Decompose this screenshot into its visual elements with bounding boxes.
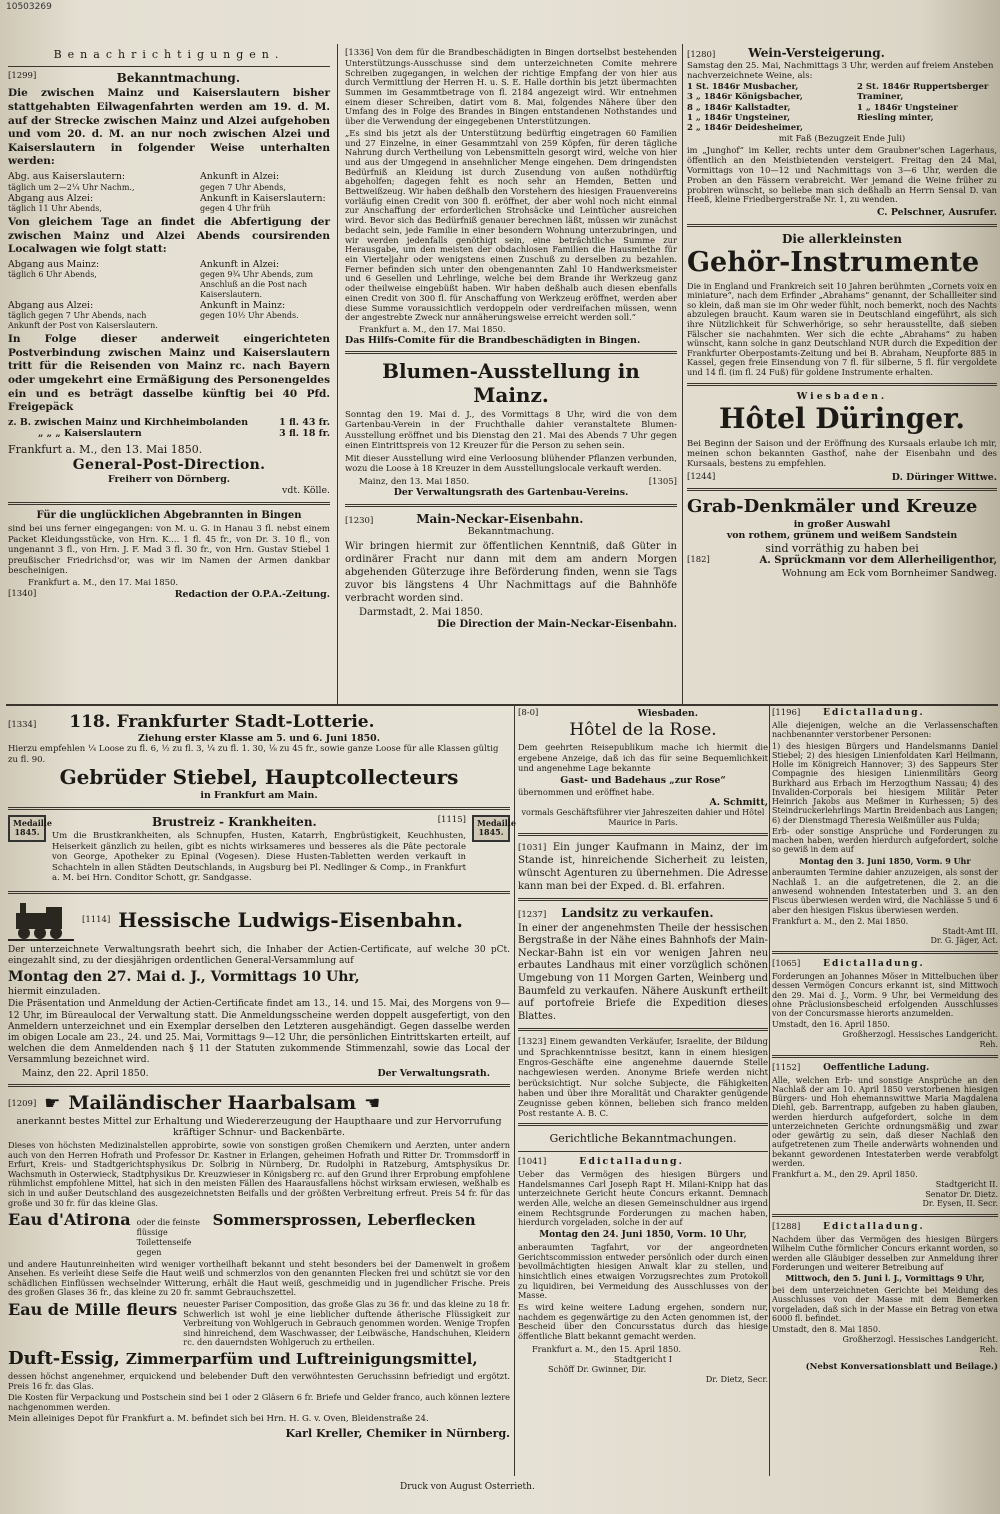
signature: D. Düringer Wittwe.	[891, 471, 997, 483]
notice-body: Samstag den 25. Mai, Nachmittags 3 Uhr, werden auf freiem Ansteben nachverzeichnete Weine, als:	[687, 60, 994, 82]
signature: Schöff Dr. Gwinner, Dir.	[548, 1363, 647, 1374]
timetable-time: gegen 9¾ Uhr Abends, zum Anschluß an die Post nach Kaiserslautern.	[200, 270, 314, 300]
ref-number: [1323]	[518, 1037, 547, 1048]
notice-date: Frankfurt a. M., den 2. Mai 1850.	[772, 916, 909, 926]
signature: Dr. Dietz, Secr.	[705, 1373, 768, 1384]
timetable-time: täglich gegen 7 Uhr Abends, nach Ankunft der Post von Kaiserslautern.	[8, 311, 158, 331]
timetable-label: Abgang aus Mainz:	[8, 258, 100, 270]
notice-body: Die Kosten für Verpackung und Postschein sind bei 1 oder 2 Gläsern 6 fr. Briefe und Gelder franco, auch können leztere nachgenommen werden.	[8, 1392, 510, 1412]
timetable-label: Ankunft in Kaiserslautern:	[200, 192, 326, 204]
wine-item: 1 „ 1846r Ungsteiner Riesling minter,	[857, 102, 958, 124]
notice-title: Edictalladung.	[579, 1156, 684, 1168]
notice-1115	[8, 814, 516, 886]
notice-body: anberaumten Tagfahrt, vor der angeordneten Gerichtscommission entweder persönlich oder durch einen bevollmächtigten hiesigen Anwalt klar zu stellen, und hinsichtlich eines etwaigen Vorzugsrechtes zum Protokoll zu liquidiren, bei Vermeidung des Ausschlusses von der Masse.	[518, 1242, 768, 1301]
ref-number: [1041]	[518, 1157, 547, 1168]
notice-body: anberaumten Termine dahier anzuzeigen, als sonst der Nachlaß 1. an die aufgetretenen, die 2. an die anwesend wohnenden Intestaterben und 3. an den Fiscus überwiesen werden wird, die Nachlässe 5 und 6 aber den hiesigen Fiskus überwiesen werden.	[772, 868, 998, 915]
notice-date: Darmstadt, 2. Mai 1850.	[359, 606, 484, 618]
notice-1152	[772, 1063, 998, 1210]
signature: C. Pelschner, Ausrufer.	[877, 207, 997, 219]
signature-note: vormals Geschäftsführer vier Jahreszeiten dahier und Hôtel Maurice in Paris.	[521, 808, 765, 828]
court-name: Stadtgericht I	[614, 1353, 672, 1364]
notice-1336	[345, 48, 677, 346]
signature: Karl Kreller, Chemiker in Nürnberg.	[285, 1426, 510, 1440]
notice-title: Mailändischer Haarbalsam	[68, 1092, 357, 1115]
notice-title: Hessische Ludwigs-Eisenbahn.	[118, 908, 463, 933]
notice-body: dessen höchst angenehmer, erquickend und belebender Duft den verwöhntesten Geruchssinn befriedigt und ergötzt. Preis 16 fr. das Glas.	[8, 1371, 510, 1391]
medal-seal: Medaille 1845.	[8, 815, 46, 843]
column-rule	[682, 44, 683, 704]
notice-title: Blumen-Ausstellung in Mainz.	[382, 358, 640, 408]
hearing-date: Montag den 3. Juni 1850, Vorm. 9 Uhr	[799, 855, 971, 866]
lower-middle-column	[518, 708, 768, 1384]
signature: Der Verwaltungsrath des Gartenbau-Vereins.	[393, 487, 629, 499]
signature: Das Hilfs-Comite für die Brandbeschädigten in Bingen.	[345, 334, 641, 346]
court-name: Großherzogl. Hessisches Landgericht.	[842, 1334, 998, 1344]
notice-title: Hôtel de la Rose.	[569, 719, 717, 740]
notice-body: Einem gewandten Verkäufer, Israelite, der Bildung und Sprachkenntnisse besitzt, kann in einem hiesigen Engros-Geschäfte eine angenehme dauernde Stelle nachgewiesen werden. Anonyme Briefe werden nicht berücksichtigt. Nur solche Subjecte, die Fähigkeiten haben und über ihre Moralität und Charakter genügende Zeugnisse geben können, belieben sich franco melden Post restante A. B. C.	[518, 1036, 768, 1118]
product-name: Sommersprossen, Leberflecken	[212, 1211, 476, 1230]
ref-number: [1031]	[518, 843, 547, 854]
firm-city: in Frankfurt am Main.	[200, 789, 318, 801]
timetable-time: gegen 4 Uhr früh	[200, 204, 271, 214]
notice-1114	[8, 899, 510, 1080]
fare-price: 1 fl. 43 fr.	[279, 416, 330, 428]
notice-title: Landsitz zu verkaufen.	[561, 906, 714, 921]
notice-1340	[8, 510, 330, 601]
section-header: Benachrichtigungen.	[53, 48, 285, 61]
notice-line: sind vorräthig zu haben bei	[765, 541, 919, 555]
wine-item: 1 „ 1846r Ungsteiner,	[687, 113, 791, 124]
fare-route: „ „ „ Kaiserslautern	[38, 428, 142, 440]
notice-date: Frankfurt a. M., den 15. April 1850.	[532, 1343, 682, 1354]
notice-body: Von dem für die Brandbeschädigten in Bingen dortselbst bestehenden Unterstützungs-Ausschusse sind dem unterzeichneten Comite mehrere Schreiben zugegangen, in welchen der richtige Empfang der von hier aus durch Vermittlung der Herren H. u. S. E. Halle dorthin bis jetzt übermachten Summen im Gesammtbetrage von fl. 2184 angezeigt wird. Wir entnehmen einem dieser Schreiben, datirt vom 8. Mai, folgendes Nähere über den Umfang des in Folge des Brandes in Bingen entstandenen Nothstandes und über die Verwendung der eingegebenen Unterstützungen.	[345, 47, 678, 127]
timetable-label: Abgang aus Alzei:	[8, 192, 94, 204]
notice-1299	[8, 71, 330, 497]
notice-date: Umstadt, den 8. Mai 1850.	[772, 1325, 881, 1335]
signature: Wohnung am Eck vom Bornheimer Sandweg.	[782, 567, 997, 579]
notice-title: Brustreiz - Krankheiten.	[152, 814, 317, 829]
notice-title: Oeffentliche Ladung.	[823, 1062, 930, 1073]
lower-right-column	[772, 708, 998, 1373]
ref-number: [1209]	[8, 1098, 37, 1109]
notice-date: Mainz, den 22. April 1850.	[22, 1067, 149, 1079]
notice-body: Dieses von höchsten Medizinalstellen approbirte, sowie von sonstigen großen Chemikern und Aerzten, unter andern auch von den Herren Hofrath und Professor Dr. Kastner in Erlangen, geheimen Hofrath und Ritter Dr. Trommsdorff in Erfurt, Kreis- und Stadtgerichtsphysikus Dr. Solbrig in Nürnberg, Dr. Rudolphi in Ratzeburg, Amtsphysikus Dr. Wachsmuth in Osterwieck, Stadtphysikus Dr. Kreuzwieser in Königsberg rc. auf den Grund ihrer Erprobung empfohlene rühmlichst empfohlene Mittel, hat sich in den meisten Fällen des Haarausfallens höchst wirksam erwiesen, weßhalb es sich in und außer Deutschland des ausgezeichnetsten Beifalls und der größten Verbreitung erfreut. Preis 54 fr. für das große und 30 fr. für das kleine Glas.	[8, 1140, 510, 1208]
hearing-date: Mittwoch, den 5. Juni l. J., Vormittags 9 Uhr,	[785, 1273, 985, 1284]
notice-body: Forderungen an Johannes Möser in Mittelbuchen über dessen Vermögen Concurs erkannt ist, sind Mittwoch den 29. Mai d. J., Vorm. 9 Uhr, bei Vermeidung des ohne Präclusionsbescheid erfolgenden Ausschlusses von der Concursmasse hierorts anzumelden.	[772, 971, 998, 1019]
timetable-time: gegen 7 Uhr Abends,	[200, 182, 286, 192]
signature: Die Direction der Main-Neckar-Eisenbahn.	[437, 619, 677, 631]
signature: Senator Dr. Dietz.	[925, 1189, 998, 1199]
notice-pretitle: Wiesbaden.	[637, 708, 698, 719]
notice-body: Wir bringen hiermit zur öffentlichen Kenntniß, daß Güter in ordinärer Fracht nur dann mit dem am andern Morgen abgehenden Güterzuge ihre Beförderung finden, wenn sie Tags zuvor bis längstens 4 Uhr Nachmittags auf die Bahnhöfe verbracht worden sind.	[345, 540, 677, 604]
scan-id: 10503269	[6, 2, 52, 12]
column-3	[687, 46, 997, 579]
notice-body: und andere Hautunreinheiten wird weniger vortheilhaft bekannt und steht besonders bei der Damenwelt in großem Ansehen. Es verleiht diese Seife die Haut weiß und schmerzlos von den genannten Flecken frei und schützt sie vor den schädlichen Einflüssen wechselnder Witterung, erhält die Haut weiß, geschmeidig und in jugendlicher Frische. Preis des großen Glases 36 fr., das kleine zu 20 fr. sammt Gebrauchszettel.	[8, 1258, 510, 1298]
notice-body: übernommen und eröffnet habe.	[518, 786, 655, 797]
notice-1288	[772, 1222, 998, 1354]
notice-note: mit Faß (Bezugzeit Ende Juli)	[778, 133, 906, 144]
notice-1305	[345, 359, 677, 499]
wine-item: 2 St. 1846r Ruppertsberger Traminer,	[857, 81, 989, 103]
notice-date: Frankfurt a. M., den 17. Mai 1850.	[28, 578, 179, 589]
timetable-time: täglich 11 Uhr Abends,	[8, 204, 102, 214]
ref-number: [1288]	[772, 1222, 801, 1233]
notice-body: Bei Beginn der Saison und der Eröffnung des Kursaals erlaube ich mir, meinen schon bekannten Gasthof, nahe der Eisenbahn und des Kursaals, bestens zu empfehlen.	[687, 438, 997, 470]
notice-body: Die in England und Frankreich seit 10 Jahren berühmten „Cornets voix en miniature“, nach dem Erfinder „Abrahams“ genannt, der Schallleiter sind so klein, daß man sie im Ohr weder fühlt, noch bemerkt, noch des Nachts abzulegen braucht. Kaum waren sie in Deutschland eingeführt, als sich ihre Nützlichkeit für Schwerhörige, so sehr herausstellte, daß sieben Fälscher sie nachahmten. Wer sich die echte „Abrahams“ zu haben wünscht, kann solche in ganz Deutschland NUR durch die Expedition der Frankfurter Oberpostamts-Zeitung und bei B. Abraham, Neupforte 885 in Kassel, gegen freie Einsendung von 7 fl. für silberne, 5 fl. für vergoldete und 14 fl. (im fl. 24 Fuß) für goldene Instrumente erhalten.	[687, 280, 997, 377]
column-2	[345, 46, 677, 632]
wine-item: 3 „ 1846r Königsbacher,	[687, 92, 803, 103]
ref-number: [1237]	[518, 910, 547, 921]
ref-number: [1299]	[8, 70, 37, 81]
notice-1209	[8, 1092, 510, 1440]
notice-title: Hôtel Düringer.	[719, 402, 965, 436]
notice-gehoer	[687, 232, 997, 378]
timetable-time: täglich um 2—2¼ Uhr Nachm.,	[8, 182, 135, 192]
signature: Freiherr von Dörnberg.	[107, 473, 231, 485]
product-name: Eau de Mille fleurs	[8, 1299, 178, 1319]
notice-date: Frankfurt a. M., den 17. Mai 1850.	[359, 323, 506, 334]
ref-number: [1196]	[772, 708, 801, 718]
notice-body: bei dem unterzeichneten Gerichte bei Meidung des Ausschlusses von der Masse mit dem Bemerken vorgeladen, daß sich in der Masse ein Betrag von etwa 6000 fl. befindet.	[772, 1285, 998, 1323]
timetable-label: Ankunft in Alzei:	[200, 171, 280, 183]
timetable-time: täglich 6 Uhr Abends,	[8, 270, 97, 280]
notice-pretitle: Die allerkleinsten	[781, 231, 903, 246]
court-name: Stadtgericht II.	[935, 1179, 998, 1189]
court-name: Großherzogl. Hessisches Landgericht.	[842, 1030, 998, 1040]
notice-title: Für die unglücklichen Abgebrannten in Bingen	[36, 509, 302, 521]
notice-1334	[8, 712, 510, 802]
ref-number: [1340]	[8, 588, 37, 599]
notice-title: Wein-Versteigerung.	[748, 46, 885, 60]
notice-title: Gehör-Instrumente	[687, 247, 980, 279]
ref-number: [1115]	[437, 814, 466, 825]
notice-title: Grab-Denkmäler und Kreuze	[687, 496, 978, 518]
pointing-hand-icon: ☚	[364, 1093, 381, 1114]
notice-title: Edictalladung.	[823, 1222, 925, 1233]
notice-body: Dem geehrten Reisepublikum mache ich hiermit die ergebene Anzeige, daß ich das für seine Bequemlichkeit und angenehme Lage bekannte	[518, 742, 768, 773]
notice-gericht	[518, 1132, 768, 1384]
notice-body: Ein junger Kaufmann in Mainz, der im Stande ist, hinreichende Sicherheit zu leisten, wünscht Agenturen zu übernehmen. Die Adresse kann man bei der Exped. d. Bl. erfahren.	[518, 842, 768, 893]
ref-number: [1065]	[772, 959, 801, 970]
firm-name: Gebrüder Stiebel, Hauptcollecteurs	[59, 765, 459, 790]
notice-body: In Folge dieser anderweit eingerichteten Postverbindung zwischen Mainz und Kaiserslautern tritt für die Reisenden von Mainz rc. nach Bayern oder umgekehrt eine Ermäßigung des Personengeldes ein und es beträgt dasselbe künftig bei 40 Pfd. Freigepäck	[8, 333, 330, 414]
notice-line: hiermit einzuladen.	[8, 985, 101, 997]
column-rule	[337, 44, 338, 704]
timetable-label: Abgang aus Alzei:	[8, 299, 94, 311]
notice-body: Es wird keine weitere Ladung ergehen, sondern nur, nachdem es gegenwärtige zu den Acten genommen ist, der Bescheid über den Concursstatus durch das hiesige öffentliche Blatt bekannt gemacht werden.	[518, 1302, 768, 1342]
notice-1280	[687, 46, 997, 219]
ref-number: [8-0]	[518, 708, 539, 718]
notice-body: Alle, welchen Erb- und sonstige Ansprüche an den Nachlaß der am 10. April 1850 verstorbenen hiesigen Bürgers- und Hoh ehemannswittwe Maria Magdalena Diehl, geb. Barrentrapp, aufgeben zu haben glauben, werden hierdurch aufgefordert, solche in dem unterzeichneten Gerichte ordnungsmäßig und zwar oder gewärtig zu sein, daß dieser Nachlaß den aufgetretenen zum Theile anderwärts wohnenden und bekannt gewordenen Intestaterben werde verabfolgt werden.	[772, 1075, 998, 1168]
product-name: Eau d'Atirona	[8, 1210, 131, 1230]
notice-quote: „Es sind bis jetzt als der Unterstützung bedürftig eingetragen 60 Familien und 27 Einzelne, in einer Gesammtzahl von 259 Köpfen, für deren tägliche Nahrung durch Vertheilung von Lebensmitteln gesorgt wird, welche von hier und aus der Umgegend in ansehnlicher Menge eingehen. Dem dringendsten Bedürfniß an Kleidung ist durch Zusendung von außen nothdürftig abgeholfen; dagegen fehlt es noch sehr an Hemden, Betten und Bettweißzeug. Wir haben deßhalb den Vorstehern des hiesigen Frauenvereins vorläufig einen Credit von 300 fl. eröffnet, der aber wohl noch nicht einmal zur Anschaffung der erforderlichen Strohsäcke und Leintücher ausreichen wird. Bevor sich das Bedürfniß genauer berechnen läßt, müssen wir zunächst bedacht sein, jede Familie in einer besondern Wohnung unterzubringen, und wir werden jedenfalls genöthigt sein, eine beträchtliche Summe zur Herausgabe, um den meisten der obdachlosen Familien die Hausmiethe für ein Vierteljahr oder wenigstens einen Zuschuß zu derselben zu bezahlen. Ferner befinden sich unter den obengenannten Zahl 10 Handwerksmeister und 6 Gesellen und Lehrlinge, welche bei dem Brande ihr Werkzeug ganz oder theilweise eingebüßt haben. Wir haben deßhalb auch diesen ebenfalls einen Credit von 300 fl. für Anschaffung von Werkzeug eröffnet, werden aber diese Summe voraussichtlich verdoppeln oder verdreifachen müssen, wenn der angestrebte Zweck nur annäherungsweise erreicht werden soll.“	[345, 127, 677, 323]
locomotive-icon	[8, 899, 74, 943]
signature: A. Schmitt,	[709, 796, 768, 808]
notice-date: Mainz, den 13. Mai 1850.	[359, 476, 470, 487]
ref-number: [1114]	[82, 915, 111, 926]
notice-1244	[687, 391, 997, 484]
horizontal-rule	[6, 704, 998, 706]
notice-title: Edictalladung.	[823, 708, 925, 718]
timetable-label: Abg. aus Kaiserslautern:	[8, 171, 126, 183]
signature: Redaction der O.P.A.-Zeitung.	[174, 588, 330, 600]
ref-number: [1305]	[648, 476, 677, 487]
notice-body: Hierzu empfehlen ¼ Loose zu fl. 6, ½ zu fl. 3, ¼ zu fl. 1. 30, ⅛ zu 45 fr., sowie ganze Loose für alle Klassen gültig zu fl. 90.	[8, 744, 499, 765]
notice-body: In einer der angenehmsten Theile der hessischen Bergstraße in der Nähe eines Bahnhofs der Main-Neckar-Bahn ist ein vor wenigen Jahren neu erbautes Landhaus mit einer vorzüglich schönen Umgebung von 11 Morgen Garten, Weinberg und Baumfeld zu verkaufen. Nähere Auskunft ertheilt auf portofreie Briefe die Expedition dieses Blattes.	[518, 922, 768, 1022]
signature: General-Post-Direction.	[72, 456, 266, 473]
signature: vdt. Kölle.	[282, 485, 330, 497]
product-name: Duft-Essig,	[8, 1347, 120, 1369]
notice-highlight: Gast- und Badehaus „zur Rose“	[560, 775, 726, 787]
notice-line: von rothem, grünem und weißem Sandstein	[726, 530, 958, 542]
fare-route: z. B. zwischen Mainz und Kirchheimbolanden	[8, 416, 249, 428]
notice-1196	[772, 708, 998, 946]
notice-title: Bekanntmachung.	[116, 70, 240, 85]
ref-number: [1152]	[772, 1062, 801, 1073]
timetable-time: gegen 10½ Uhr Abends.	[200, 311, 299, 321]
timetable-label: Ankunft in Mainz:	[200, 299, 286, 311]
notice-body: Die zwischen Mainz und Kaiserslautern bisher stattgehabten Eilwagenfahrten werden am 19. d. M. auf der Strecke zwischen Mainz und Alzei aufgehoben und vom 20. d. M. an nur noch zwischen Alzei und Kaiserslautern in folgender Weise unterhalten werden:	[8, 87, 330, 168]
signature: Dr. G. Jäger, Act.	[930, 936, 998, 946]
notice-1237	[518, 906, 768, 1023]
notice-date: Umstadt, den 16. April 1850.	[772, 1020, 890, 1030]
ref-number: [1336]	[345, 48, 374, 58]
notice-list: 1) des hiesigen Bürgers und Handelsmanns Daniel Stiebel; 2) des hiesigen Linienfoldaten Karl Heilmann, Holle im Königreich Hannover; 3) des Sappeurs Ster Compagnie des hiesigen Linienmilitärs Georg Burkhard aus Erbach im Herzogthum Nassau; 4) des Invaliden-Corporals bei hiesigem Militär Peter Heinrich Jakobs aus Meßmer in Kurhessen; 5) des Steindruckerlehrlings Martin Breidenbach aus Langen; 6) der Dienstmagd Theresia Weißmüller aus Fulda;	[772, 741, 998, 825]
lower-left-block	[8, 712, 516, 1440]
pointing-hand-icon: ☛	[44, 1093, 61, 1114]
printer-footer: Druck von August Osterrieth.	[400, 1482, 535, 1492]
notice-body: Ueber das Vermögen des hiesigen Bürgers und Handelsmannes Carl Joseph Rapt H. Milani-Knipp hat das unterzeichnete Gericht heute Concurs erkannt. Demnach werden Alle, welche an diesen Gemeinschuldner aus irgend einem Rechtsgrunde Forderungen zu machen haben, hierdurch vorgeladen, solche in der auf	[518, 1168, 768, 1228]
notice-pretitle: Wiesbaden.	[796, 390, 888, 402]
notice-subtitle: Bekanntmachung.	[467, 526, 555, 538]
product-note: oder die feinste flüssige Toilettenseife gegen	[136, 1218, 201, 1257]
notice-182	[687, 496, 997, 579]
notice-body: Nachdem über das Vermögen des hiesigen Bürgers Wilhelm Cuthe förmlicher Concurs erkannt worden, so werden alle Gläubiger desselben zur Anmeldung ihrer Forderungen und weiterer Betreibung auf	[772, 1235, 998, 1272]
ref-number: [1230]	[345, 515, 374, 526]
timetable-label: Ankunft in Alzei:	[200, 258, 280, 270]
hearing-date: Montag den 24. Juni 1850, Vorm. 10 Uhr,	[539, 1229, 747, 1240]
wine-item: 8 „ 1846r Kallstadter,	[687, 102, 791, 113]
medal-seal: Medaille 1845.	[472, 815, 510, 843]
notice-title: 118. Frankfurter Stadt-Lotterie.	[69, 712, 375, 732]
ref-number: [1280]	[687, 50, 716, 60]
notice-1323	[518, 1036, 768, 1118]
notice-title: Edictalladung.	[823, 959, 925, 970]
wine-item: 2 „ 1846r Deidesheimer,	[687, 123, 803, 134]
notice-body: Alle diejenigen, welche an die Verlassenschaften nachbenannter verstorbener Personen:	[772, 720, 998, 740]
notice-1031	[518, 841, 768, 893]
signature: Reh.	[979, 1039, 998, 1049]
meeting-date: Montag den 27. Mai d. J., Vormittags 10 Uhr,	[8, 968, 360, 985]
notice-lead: anerkannt bestes Mittel zur Erhaltung und Wiedererzeugung der Haupthaare und zur Hervorrufung kräftiger Schnur- und Backenbärte.	[16, 1115, 502, 1139]
fare-price: 3 fl. 18 fr.	[279, 428, 330, 440]
signature: Dr. Eysen, II. Secr.	[922, 1199, 998, 1209]
notice-rose	[518, 708, 768, 828]
ref-number: [1244]	[687, 471, 716, 482]
column-rule	[769, 706, 770, 1476]
notice-1230	[345, 512, 677, 632]
court-name: Stadt-Amt III.	[942, 926, 998, 936]
notice-date: Frankfurt a. M., den 29. April 1850.	[772, 1170, 918, 1180]
notice-1065	[772, 959, 998, 1050]
notice-body: sind bei uns ferner eingegangen: von M. u. G. in Hanau 3 fl. nebst einem Packet Kleidungsstücke, von Hrn. K.... 1 fl. 45 fr., von Dr. 3. 10 fl., von ungenannt 3 fl., von Hrn. J. F. Mad 3 fl. 30 fr., von Hrn. Gustav Stiebel 1 preußischer Friedrichsd'or, was wir im Namen der Armen dankbar bescheinigen.	[8, 524, 330, 577]
notice-body: Sonntag den 19. Mai d. J., des Vormittags 8 Uhr, wird die von dem Gartenbau-Verein in der Fruchthalle dahier veranstaltete Blumen-Ausstellung eröffnet und bis Dienstag den 21. Mai des Abends 7 Uhr gegen einen Eintrittspreis von 12 Kreuzer für die Person zu sehen sein.	[345, 409, 677, 452]
supplement-note: (Nebst Konversationsblatt und Beilage.)	[805, 1362, 998, 1373]
notice-body: im „Junghof“ im Keller, rechts unter dem Graubner'schen Lagerhaus, öffentlich an den Meistbietenden versteigert. Freitag den 24 Mai, Vormittags von 10—12 und Nachmittags von 3—6 Uhr, werden die Proben an den Fässern verabreicht. Wer jemand die Weine früher zu probiren wünscht, so beliebe man sich deßhalb an Herrn Sensal D. van Heeß, kleine Friedbergerstraße Nr. 1, zu wenden.	[687, 145, 997, 205]
section-header: Gerichtliche Bekanntmachungen.	[549, 1131, 737, 1145]
ref-number: [182]	[687, 555, 710, 566]
notice-body: neuester Pariser Composition, das große Glas zu 36 fr. und das kleine zu 18 fr. Schwerlich ist wohl je eine lieblicher duftende ätherische Flüssigkeit zur Verbreitung von Wohlgeruch in Gebrauch genommen worden. Wenige Tropfen sind hinreichend, dem Waschwasser, der Leibwäsche, Handschuhen, Kleidern rc. den dauerndsten Wohlgeruch zu ertheilen.	[183, 1298, 510, 1348]
notice-subtitle: Ziehung erster Klasse am 5. und 6. Juni 1850.	[138, 732, 380, 744]
notice-body: Erb- oder sonstige Ansprüche und Forderungen zu machen haben, werden hierdurch aufgefordert, solche so gewiß in dem auf	[772, 826, 998, 855]
notice-title: Main-Neckar-Eisenbahn.	[416, 511, 584, 526]
column-1	[8, 48, 330, 600]
product-name: Zimmerparfüm und Luftreinigungsmittel,	[125, 1349, 478, 1368]
notice-date: Frankfurt a. M., den 13. Mai 1850.	[8, 443, 203, 457]
wine-item: 1 St. 1846r Musbacher,	[687, 81, 799, 92]
notice-body: Von gleichem Tage an findet die Abfertigung der zwischen Mainz und Alzei Abends coursirenden Localwagen wie folgt statt:	[8, 215, 330, 256]
notice-line: in großer Auswahl	[793, 518, 891, 530]
notice-body: Mein alleiniges Depot für Frankfurt a. M. befindet sich bei Hrn. H. G. v. Oven, Bleidenstraße 24.	[8, 1414, 429, 1425]
signature: A. Sprückmann vor dem Allerheiligenthor,	[759, 555, 997, 567]
notice-body: Die Präsentation und Anmeldung der Actien-Certificate findet am 13., 14. und 15. Mai, des Morgens von 9—12 Uhr, im Büreaulocal der Verwaltung statt. Die Anmeldungsscheine werden doppelt ausgefertigt, von den Anmeldern unterzeichnet und ein Exemplar derselben den Letzteren ausgehändigt. Gegen dasselbe werden im obigen Locale am 23., 24. und 25. Mai, Vormittags 9—12 Uhr, die persönlichen Eintrittskarten erteilt, auf welchen die dem Anmeldenden nach § 11 der Statuten zukommende Stimmenzahl, sowie das Local der Versammlung bezeichnet wird.	[8, 999, 510, 1065]
notice-body: Der unterzeichnete Verwaltungsrath beehrt sich, die Inhaber der Actien-Certificate, auf welche 30 pCt. eingezahlt sind, zu der diesjährigen ordentlichen General-Versammlung auf	[8, 944, 510, 966]
notice-body: Um die Brustkrankheiten, als Schnupfen, Husten, Katarrh, Engbrüstigkeit, Keuchhusten, Heiserkeit gänzlich zu heilen, gibt es nichts wirksameres und besseres als die Pâte pectorale von George, Apotheker zu Epinal (Vogesen). Diese Husten-Tabletten werden verkauft in Schachteln in allen Städten Deutschlands, in Augsburg bei Pl. Nedlinger & Comp., in Frankfurt a. M. bei Hrn. Conditor Schott, gr. Sandgasse.	[52, 831, 466, 884]
ref-number: [1334]	[8, 720, 37, 730]
signature: Der Verwaltungsrath.	[377, 1067, 490, 1079]
signature: Reh.	[979, 1344, 998, 1354]
notice-body: Mit dieser Ausstellung wird eine Verloosung blühender Pflanzen verbunden, wozu die Loose à 18 Kreuzer in dem Ausstellungslocale verkauft werden.	[345, 453, 677, 475]
